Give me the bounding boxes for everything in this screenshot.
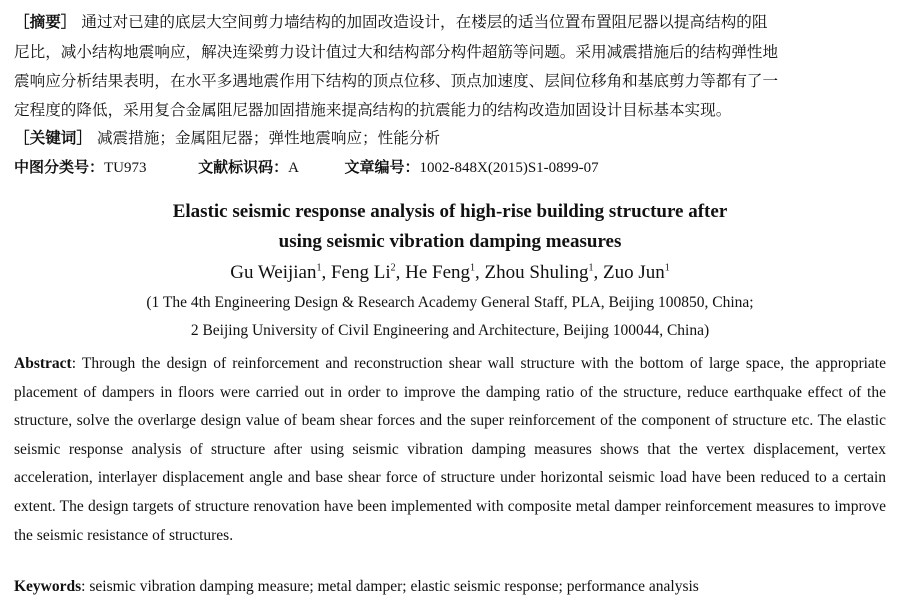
cn-abstract-line-2: 尼比，减小结构地震响应，解决连梁剪力设计值过大和结构部分构件超筋等问题。采用减震措施后的结构弹性地 — [14, 43, 779, 61]
clc-label: 中图分类号： — [14, 158, 105, 176]
author-list — [0, 262, 900, 284]
article-no-label: 文章编号： — [344, 158, 420, 176]
author-name: Zhou Shuling — [484, 262, 589, 283]
author-separator: , — [475, 262, 485, 283]
doc-code-value: A — [288, 160, 299, 176]
cn-abstract-line-3: 震响应分析结果表明，在水平多遇地震作用下结构的顶点位移、顶点加速度、层间位移角和基底剪力等都有了一 — [14, 72, 779, 90]
doc-code-label: 文献标识码： — [198, 158, 289, 176]
keywords-colon: : — [81, 578, 86, 595]
title-line-1: Elastic seismic response analysis of high-rise building structure after — [172, 201, 728, 222]
article-no-value: 1002-848X(2015)S1-0899-07 — [419, 160, 599, 176]
abstract-text: Through the design of reinforcement and reconstruction shear wall structure with the bottom of large space, the appropriate placement of dampers in floors were carried out in order to improve the damping ratio of the structure, reduce earthquake effect of the structure, solve the overlarge design value of beam shear forces and the super reinforcement of the component of structure etc. The elastic seismic response analysis of structure after using seismic vibration damping measures shows that the vertex displacement, vertex acceleration, interlayer displacement angle and base shear force of structure under horizontal seismic load have been reduced to a certain extent. The design targets of structure renovation have been implemented with composite metal damper reinforcement measures to improve the seismic resistance of structures. — [14, 355, 886, 544]
cn-keywords — [14, 126, 440, 148]
author-affiliation-mark: 1 — [316, 262, 322, 274]
author-name: Feng Li — [330, 262, 391, 283]
cn-keywords-label: ［关键词］ — [14, 129, 92, 147]
author-name: Gu Weijian — [230, 262, 317, 283]
cn-abstract-label: ［摘要］ — [14, 13, 77, 31]
cn-abstract-line-4: 定程度的降低，采用复合金属阻尼器加固措施来提高结构的抗震能力的结构改造加固设计目标基本实现。 — [14, 101, 732, 119]
author-separator: , — [593, 262, 604, 283]
author-affiliation-mark: 1 — [664, 262, 670, 274]
author-affiliation-mark: 1 — [588, 262, 594, 274]
affiliation-line-2: 2 Beijing University of Civil Engineering and Architecture, Beijing 100044, China) — [190, 322, 710, 339]
cn-abstract-text-1: 通过对已建的底层大空间剪力墙结构的加固改造设计，在楼层的适当位置布置阻尼器以提高结构的阻 — [81, 13, 768, 31]
classification-line — [14, 156, 599, 177]
affiliation-line-1: (1 The 4th Engineering Design & Research Academy General Staff, PLA, Beijing 100850, China; — [146, 294, 754, 311]
title-line-2: using seismic vibration damping measures — [278, 231, 622, 252]
author-affiliation-mark: 1 — [470, 262, 476, 274]
clc-value: TU973 — [104, 160, 147, 176]
cn-abstract-line-1 — [14, 10, 768, 32]
author-separator: , — [395, 262, 406, 283]
author-separator: , — [321, 262, 331, 283]
abstract-colon: : — [71, 355, 76, 372]
abstract-paragraph — [14, 350, 886, 550]
author-affiliation-mark: 2 — [390, 262, 396, 274]
keywords-line — [14, 578, 886, 596]
author-name: Zuo Jun — [603, 262, 665, 283]
keywords-text: seismic vibration damping measure; metal damper; elastic seismic response; performance analysis — [89, 578, 699, 595]
author-name: He Feng — [405, 262, 471, 283]
cn-keywords-text: 减震措施；金属阻尼器；弹性地震响应；性能分析 — [96, 129, 441, 147]
keywords-label: Keywords — [14, 578, 82, 595]
abstract-label: Abstract — [14, 355, 72, 372]
